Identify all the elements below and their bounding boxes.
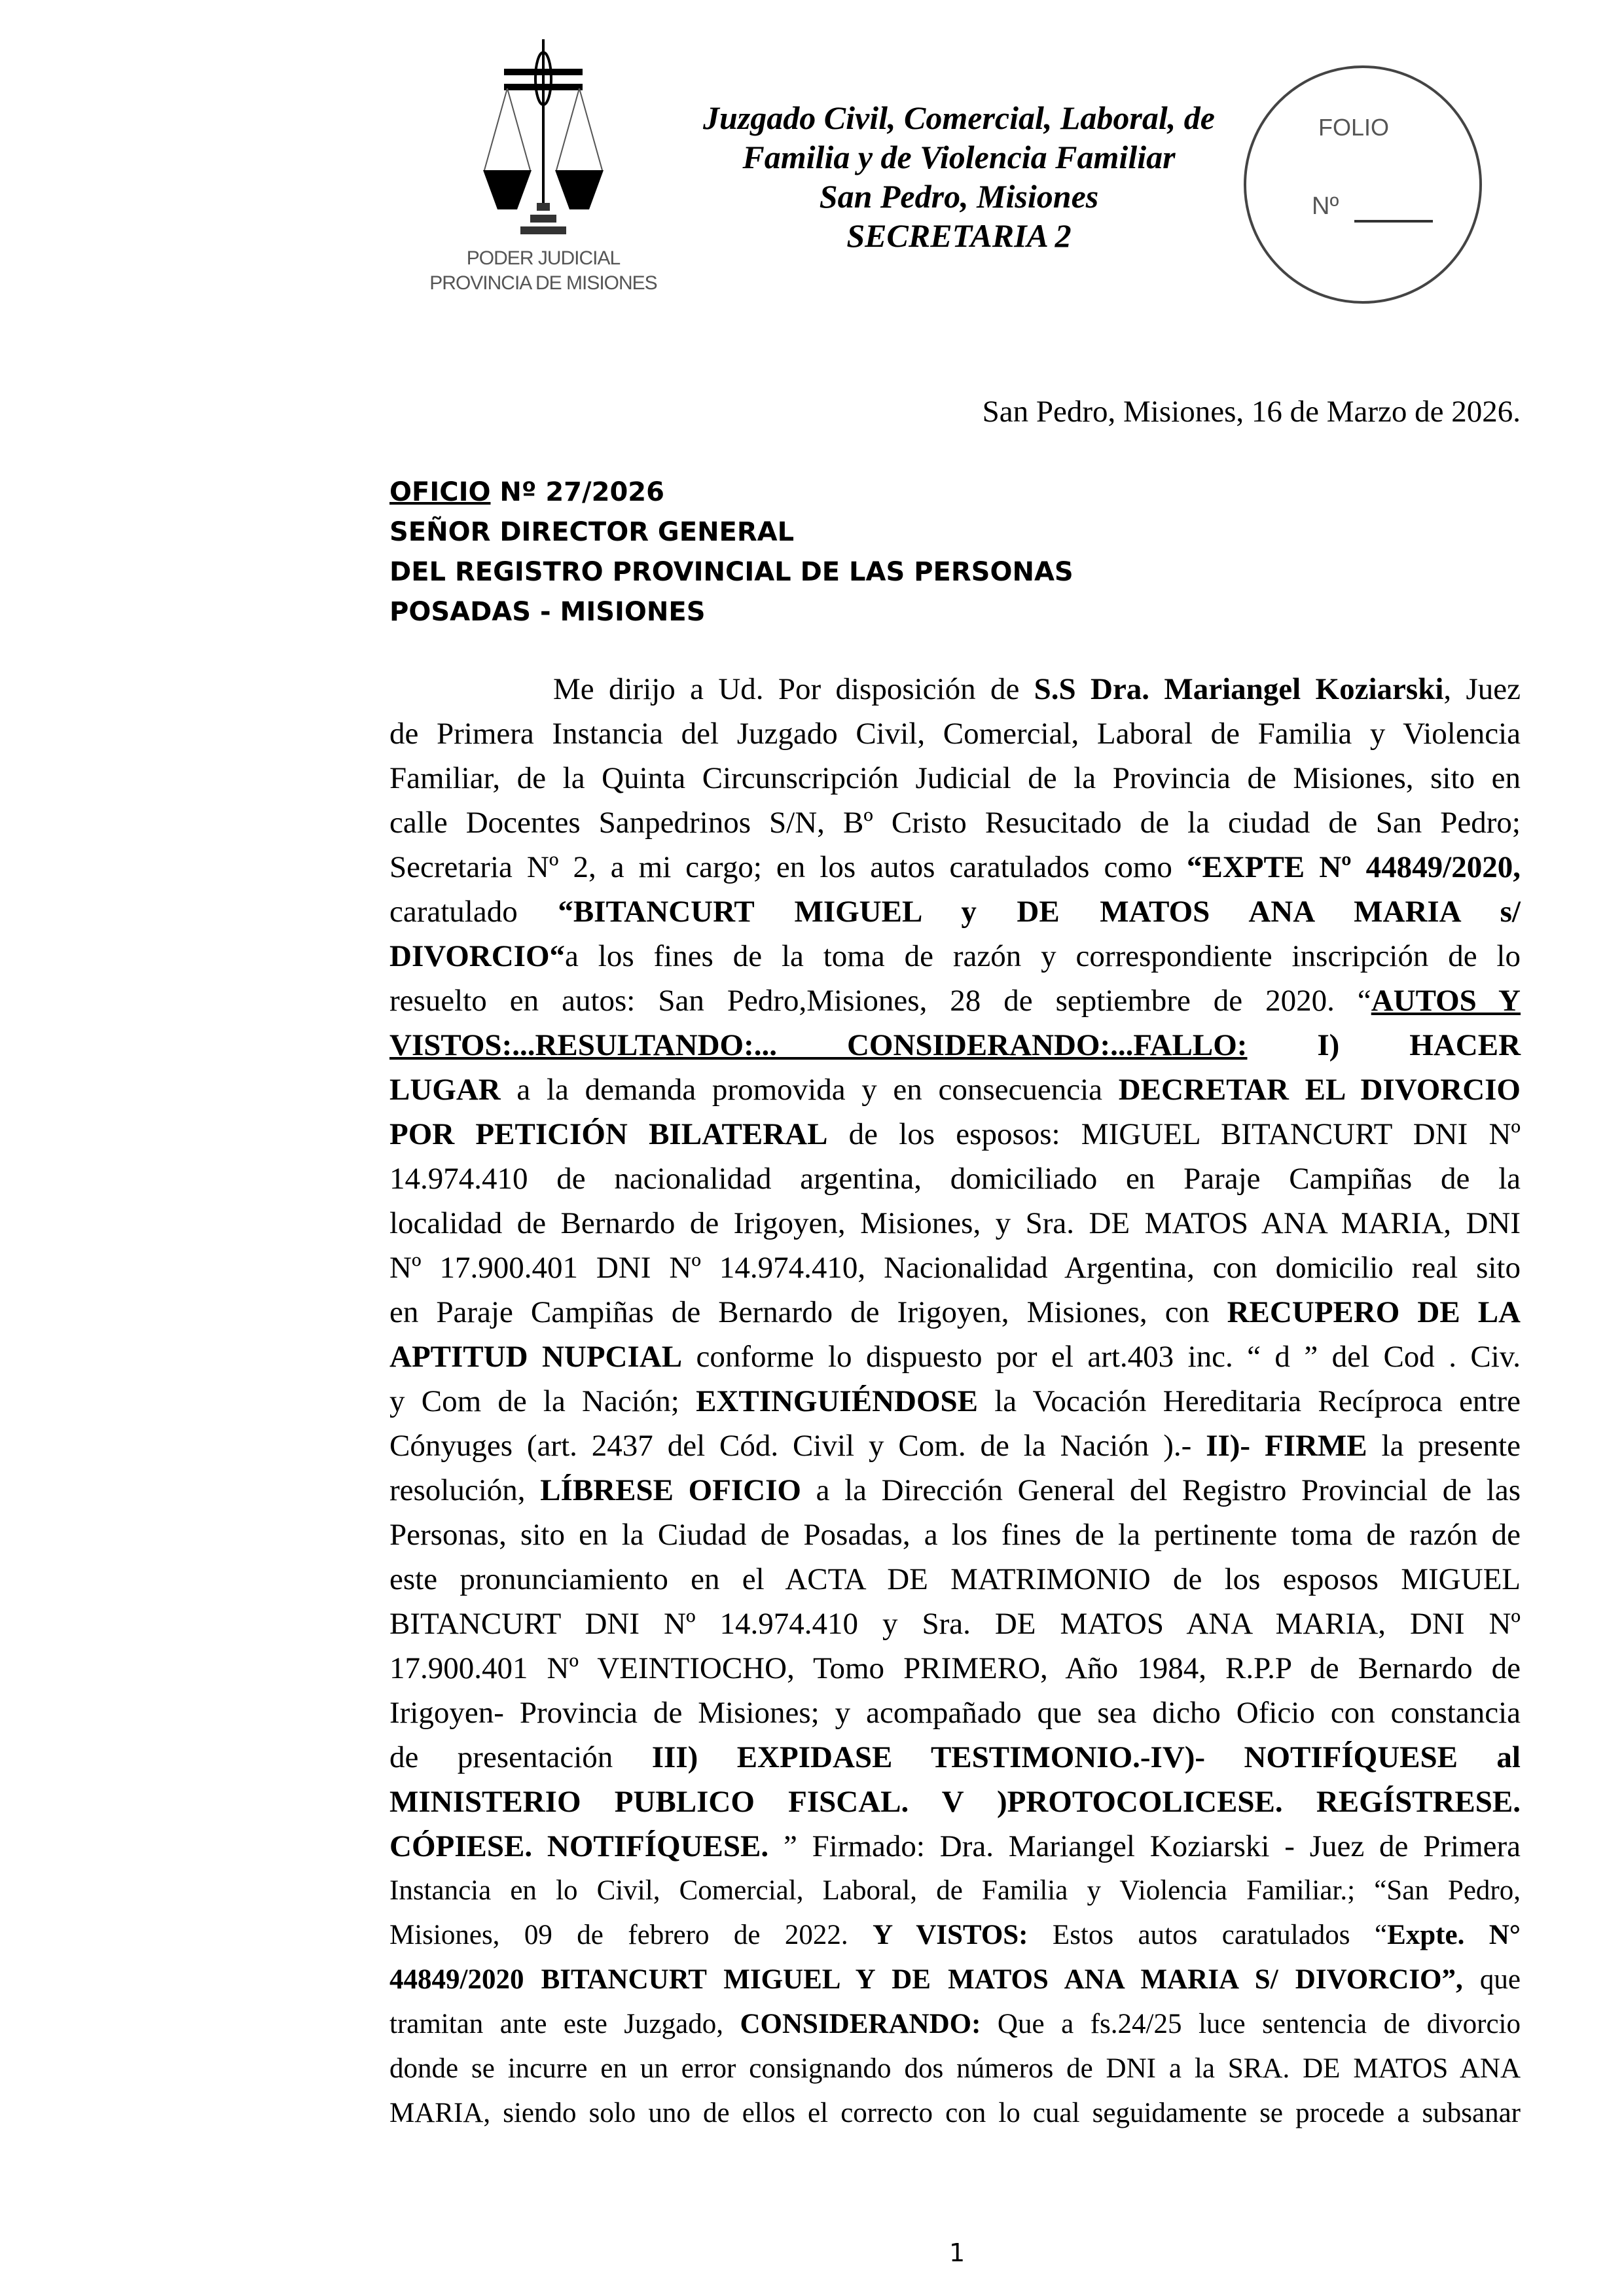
body-text: , Juez [1443, 672, 1521, 706]
body-text: a la demanda promovida y en consecuencia [500, 1073, 1119, 1107]
body-text: tramitan ante este Juzgado, [389, 2009, 740, 2039]
body-line [389, 1958, 1521, 2002]
emphasized-text: LUGAR [389, 1073, 501, 1107]
body-line [389, 1646, 1521, 1691]
court-heading [655, 98, 1263, 255]
body-text: a la Dirección General del Registro Provincial de las [801, 1473, 1521, 1507]
body-text: Instancia en lo Civil, Comercial, Laboral, de Familia y Violencia Familiar.; “San Pedro, [389, 1875, 1521, 1906]
logo-text-line: PROVINCIA DE MISIONES [429, 272, 657, 294]
body-line [389, 2002, 1521, 2047]
body-line [389, 2047, 1521, 2091]
body-text: Irigoyen- Provincia de Misiones; y acompañado que sea dicho Oficio con constancia [389, 1696, 1521, 1730]
body-line [389, 1201, 1521, 1246]
oficio-number [389, 473, 1074, 512]
emphasized-text: CONSIDERANDO: [740, 2009, 981, 2039]
body-line [389, 800, 1521, 845]
body-line [389, 1735, 1521, 1780]
body-line [389, 1290, 1521, 1335]
page-number: 1 [949, 2238, 965, 2267]
folio-stamp [1244, 65, 1482, 304]
oficio-header [389, 473, 1074, 632]
body-line [389, 1824, 1521, 1869]
body-text: de presentación [389, 1740, 652, 1774]
emphasized-text: APTITUD NUPCIAL [389, 1340, 683, 1374]
body-line [389, 1869, 1521, 1913]
emphasized-text: “BITANCURT MIGUEL y DE MATOS ANA MARIA s/ [558, 895, 1521, 929]
folio-number-label: Nº [1312, 192, 1339, 220]
body-text: localidad de Bernardo de Irigoyen, Misiones, y Sra. DE MATOS ANA MARIA, DNI [389, 1206, 1521, 1240]
body-text: la presente [1367, 1429, 1521, 1463]
body-text: a los fines de la toma de razón y correspondiente inscripción de lo [565, 939, 1521, 973]
body-line [389, 1424, 1521, 1468]
logo-text-line: PODER JUDICIAL [466, 247, 621, 269]
body-text: BITANCURT DNI Nº 14.974.410 y Sra. DE MATOS ANA MARIA, DNI Nº [389, 1607, 1521, 1641]
body-text: en Paraje Campiñas de Bernardo de Irigoyen, Misiones, con [389, 1295, 1227, 1329]
body-text: de Primera Instancia del Juzgado Civil, Comercial, Laboral de Familia y Violencia [389, 717, 1521, 751]
body-line [389, 978, 1521, 1023]
body-line [389, 1112, 1521, 1157]
emphasized-text: “EXPTE Nº 44849/2020, [1186, 850, 1521, 884]
body-line [389, 1913, 1521, 1958]
emphasized-text: Expte. N° [1387, 1920, 1521, 1950]
body-text: Secretaria Nº 2, a mi cargo; en los autos caratulados como [389, 850, 1187, 884]
emphasized-text: AUTOS Y [1371, 984, 1521, 1018]
body-line [389, 1335, 1521, 1379]
body-text: Familiar, de la Quinta Circunscripción Judicial de la Provincia de Misiones, sito en [389, 761, 1521, 795]
body-text: este pronunciamiento en el ACTA DE MATRIMONIO de los esposos MIGUEL [389, 1562, 1521, 1596]
body-line [389, 889, 1521, 934]
court-line: Juzgado Civil, Comercial, Laboral, de [703, 99, 1215, 136]
body-line [389, 711, 1521, 756]
emphasized-text: 44849/2020 BITANCURT MIGUEL Y DE MATOS ANA MARIA S/ DIVORCIO”, [389, 1964, 1463, 1995]
body-text: de los esposos: MIGUEL BITANCURT DNI Nº [827, 1117, 1521, 1151]
body-line [389, 1557, 1521, 1602]
emphasized-text: Y VISTOS: [873, 1920, 1028, 1950]
body-line [389, 1379, 1521, 1424]
body-line [389, 845, 1521, 889]
folio-blank-line [1354, 220, 1433, 223]
body-text: Estos autos caratulados “ [1028, 1920, 1388, 1950]
body-text: la Vocación Hereditaria Recíproca entre [978, 1384, 1521, 1418]
body-text: Me dirijo a Ud. Por disposición de [553, 672, 1034, 706]
body-text: Que a fs.24/25 luce sentencia de divorcio [981, 2009, 1521, 2039]
body-line [389, 1780, 1521, 1824]
scales-of-justice-icon [406, 39, 681, 236]
body-text: Nº 17.900.401 DNI Nº 14.974.410, Nacionalidad Argentina, con domicilio real sito [389, 1251, 1521, 1285]
body-text: Cónyuges (art. 2437 del Cód. Civil y Com. de la Nación ).- [389, 1429, 1206, 1463]
emphasized-text: CÓPIESE. NOTIFÍQUESE. [389, 1829, 769, 1863]
emphasized-text: II)- FIRME [1206, 1429, 1367, 1463]
body-line [389, 1468, 1521, 1513]
body-text: resolución, [389, 1473, 541, 1507]
body-line [389, 1023, 1521, 1067]
body-text: 17.900.401 Nº VEINTIOCHO, Tomo PRIMERO, Año 1984, R.P.P de Bernardo de [389, 1651, 1521, 1685]
court-line: Familia y de Violencia Familiar [742, 139, 1176, 175]
body-text: caratulado [389, 895, 558, 929]
body-line [389, 1157, 1521, 1201]
addressee-line: SEÑOR DIRECTOR GENERAL [389, 517, 795, 547]
emphasized-text: DIVORCIO“ [389, 939, 566, 973]
emphasized-text: LÍBRESE OFICIO [540, 1473, 801, 1507]
folio-label: FOLIO [1318, 114, 1390, 141]
emphasized-text: S.S Dra. Mariangel Koziarski [1034, 672, 1444, 706]
emphasized-text: MINISTERIO PUBLICO FISCAL. V )PROTOCOLICESE. REGÍSTRESE. [389, 1785, 1521, 1819]
oficio-label: OFICIO [389, 477, 491, 507]
court-line: SECRETARIA 2 [846, 217, 1072, 254]
emphasized-text: EXTINGUIÉNDOSE [696, 1384, 979, 1418]
oficio-number-value: Nº 27/2026 [490, 477, 664, 507]
body-text: Personas, sito en la Ciudad de Posadas, a los fines de la pertinente toma de razón de [389, 1518, 1521, 1552]
body-text: y Com de la Nación; [389, 1384, 696, 1418]
body-text: que [1462, 1964, 1521, 1995]
body-text: conforme lo dispuesto por el art.403 inc. “ d ” del Cod . Civ. [682, 1340, 1521, 1374]
body-text: donde se incurre en un error consignando dos números de DNI a la SRA. DE MATOS ANA [389, 2053, 1521, 2084]
body-text [1247, 1028, 1317, 1062]
body-line [389, 667, 1521, 711]
body-text: resuelto en autos: San Pedro,Misiones, 28 de septiembre de 2020. “ [389, 984, 1371, 1018]
poder-judicial-logo [406, 39, 681, 295]
addressee-line: DEL REGISTRO PROVINCIAL DE LAS PERSONAS [389, 557, 1074, 587]
body-line [389, 1246, 1521, 1290]
body-line [389, 1691, 1521, 1735]
emphasized-text: POR PETICIÓN BILATERAL [389, 1117, 828, 1151]
body-text: ” Firmado: Dra. Mariangel Koziarski - Juez de Primera [768, 1829, 1521, 1863]
body-text: calle Docentes Sanpedrinos S/N, Bº Cristo Resucitado de la ciudad de San Pedro; [389, 806, 1521, 840]
body-text: 14.974.410 de nacionalidad argentina, domiciliado en Paraje Campiñas de la [389, 1162, 1521, 1196]
body-text: Misiones, 09 de febrero de 2022. [389, 1920, 873, 1950]
body-line [389, 1602, 1521, 1646]
body-line [389, 756, 1521, 800]
document-date: San Pedro, Misiones, 16 de Marzo de 2026. [982, 395, 1521, 429]
emphasized-text: RECUPERO DE LA [1227, 1295, 1521, 1329]
emphasized-text: I) HACER [1317, 1028, 1521, 1062]
addressee-line: POSADAS - MISIONES [389, 597, 706, 627]
body-line [389, 1067, 1521, 1112]
emphasized-text: VISTOS:...RESULTANDO:... CONSIDERANDO:...FALLO: [389, 1028, 1248, 1062]
emphasized-text: III) EXPIDASE TESTIMONIO.-IV)- NOTIFÍQUESE al [651, 1740, 1521, 1774]
body-line [389, 934, 1521, 978]
body-text: MARIA, siendo solo uno de ellos el correcto con lo cual seguidamente se procede a subsanar [389, 2098, 1521, 2128]
emphasized-text: DECRETAR EL DIVORCIO [1118, 1073, 1521, 1107]
body-line [389, 1513, 1521, 1557]
court-line: San Pedro, Misiones [819, 178, 1099, 215]
body-line [389, 2091, 1521, 2136]
oficio-body-text [389, 667, 1521, 2136]
